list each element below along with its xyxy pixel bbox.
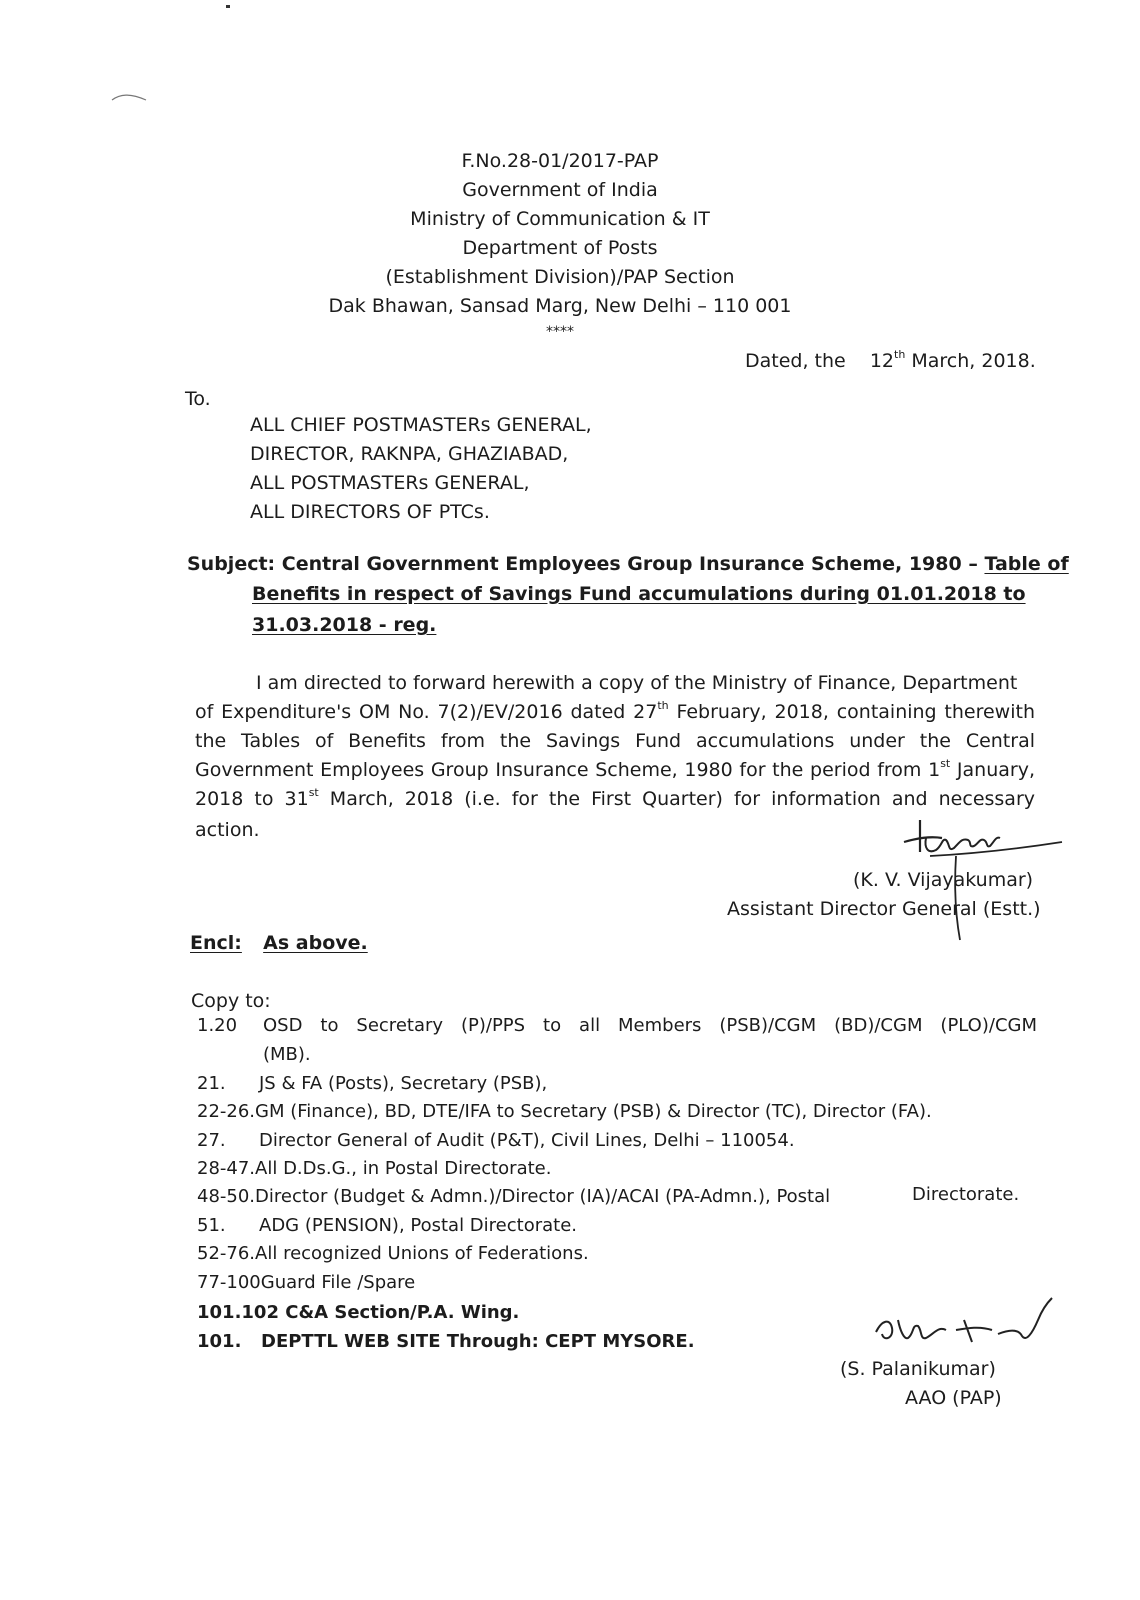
copy-item-3 [197,1101,932,1122]
copy-item-5-num: 28-47. [197,1158,256,1179]
body-line-6: action. [195,819,260,841]
recipient-4: ALL DIRECTORS OF PTCs. [250,501,490,523]
signature-s-palanikumar [868,1290,1058,1360]
body-line-2b: February, 2018, containing therewith [676,701,1035,723]
subject-line-2: Benefits in respect of Savings Fund accumulations during 01.01.2018 to [252,583,1026,605]
body-line-5-sup: st [308,786,319,799]
copy-item-9 [197,1272,415,1293]
copy-item-2-text: JS & FA (Posts), Secretary (PSB), [259,1073,548,1094]
subject-line-3: 31.03.2018 - reg. [252,614,437,636]
copy-item-5-text: All D.Ds.G., in Postal Directorate. [255,1158,552,1179]
scan-speck-mark [110,88,150,108]
body-line-4 [195,755,1035,785]
copy-item-6 [197,1186,830,1207]
copy-item-3-num: 22-26. [197,1101,256,1122]
header-division: (Establishment Division)/PAP Section [385,266,735,288]
body-line-2a: of Expenditure's OM No. 7(2)/EV/2016 dated 27 [195,701,658,723]
subject-line-1 [187,553,1069,575]
copy-item-8-num: 52-76. [197,1243,256,1264]
copy-item-1 [197,1015,1037,1036]
signatory-1-name: (K. V. Vijayakumar) [853,869,1034,891]
date-rest: March, 2018. [911,350,1036,372]
copy-item-6-num: 48-50. [197,1186,256,1207]
body-line-3 [195,726,1035,756]
body-line-5b: March, 2018 (i.e. for the First Quarter) for information and necessary [329,788,1035,810]
copy-item-10-text: C&A Section/P.A. Wing. [285,1302,520,1323]
to-label: To. [185,388,211,410]
copy-item-1-text: OSD to Secretary (P)/PPS to all Members (PSB)/CGM (BD)/CGM (PLO)/CGM [263,1015,1037,1036]
copy-item-8 [197,1243,589,1264]
body-line-4b: January, [956,759,1035,781]
file-number: F.No.28-01/2017-PAP [461,150,659,172]
copy-item-8-text: All recognized Unions of Federations. [255,1243,589,1264]
body-line-5a: 2018 to 31 [195,788,309,810]
copy-item-7-text: ADG (PENSION), Postal Directorate. [259,1215,577,1236]
header-government: Government of India [462,179,658,201]
copy-to-label: Copy to: [191,990,271,1012]
signatory-2-designation: AAO (PAP) [905,1387,1002,1409]
body-line-2 [195,697,1035,727]
recipient-2: DIRECTOR, RAKNPA, GHAZIABAD, [250,443,569,465]
copy-item-11-text: DEPTTL WEB SITE Through: CEPT MYSORE. [261,1331,695,1352]
copy-item-4 [197,1130,795,1151]
copy-item-9-num: 77-100 [197,1272,261,1293]
header-ministry: Ministry of Communication & IT [410,208,710,230]
copy-item-1-num: 1.20 [197,1015,238,1036]
body-line-2-sup: th [657,699,669,712]
encl-value: As above. [263,932,368,954]
copy-item-2 [197,1073,547,1094]
encl-label: Encl: [190,932,242,954]
subject-underlined-1: Table of [984,553,1069,575]
copy-item-10-num: 101.102 [197,1302,279,1323]
copy-item-6-text: Director (Budget & Admn.)/Director (IA)/ACAI (PA-Admn.), Postal [255,1186,831,1207]
header-stars: **** [546,324,574,340]
copy-item-4-num: 27. [197,1130,226,1151]
copy-item-11-num: 101. [197,1331,242,1352]
body-line-4-sup: st [940,757,951,770]
date-day-suffix: th [894,348,906,361]
body-line-4a: Government Employees Group Insurance Scheme, 1980 for the period from 1 [195,759,941,781]
copy-item-9-text: Guard File /Spare [260,1272,416,1293]
scan-dot-mark [226,5,230,8]
body-line-1: I am directed to forward herewith a copy of the Ministry of Finance, Department [256,672,1018,694]
date-prefix: Dated, the [745,350,846,372]
recipient-3: ALL POSTMASTERs GENERAL, [250,472,530,494]
body-line-3-text: the Tables of Benefits from the Savings Fund accumulations under the Central [195,730,1035,752]
copy-item-6-tail: Directorate. [912,1184,1020,1205]
signatory-1-designation: Assistant Director General (Estt.) [727,898,1041,920]
date-day: 12 [869,350,895,372]
copy-item-11 [197,1331,695,1352]
copy-item-3-text: GM (Finance), BD, DTE/IFA to Secretary (PSB) & Director (TC), Director (FA). [255,1101,932,1122]
enclosure [190,932,368,954]
copy-item-2-num: 21. [197,1073,226,1094]
copy-item-1-cont: (MB). [263,1044,311,1065]
recipient-1: ALL CHIEF POSTMASTERs GENERAL, [250,414,592,436]
letter-date [745,350,1036,372]
header-address: Dak Bhawan, Sansad Marg, New Delhi – 110 001 [328,295,792,317]
header-department: Department of Posts [462,237,658,259]
copy-item-10 [197,1302,519,1323]
copy-item-4-text: Director General of Audit (P&T), Civil Lines, Delhi – 110054. [259,1130,795,1151]
subject-text: Central Government Employees Group Insurance Scheme, 1980 – [281,553,978,575]
signatory-2-name: (S. Palanikumar) [840,1358,996,1380]
subject-label: Subject: [187,553,276,575]
copy-item-7 [197,1215,577,1236]
copy-item-7-num: 51. [197,1215,226,1236]
copy-item-5 [197,1158,551,1179]
